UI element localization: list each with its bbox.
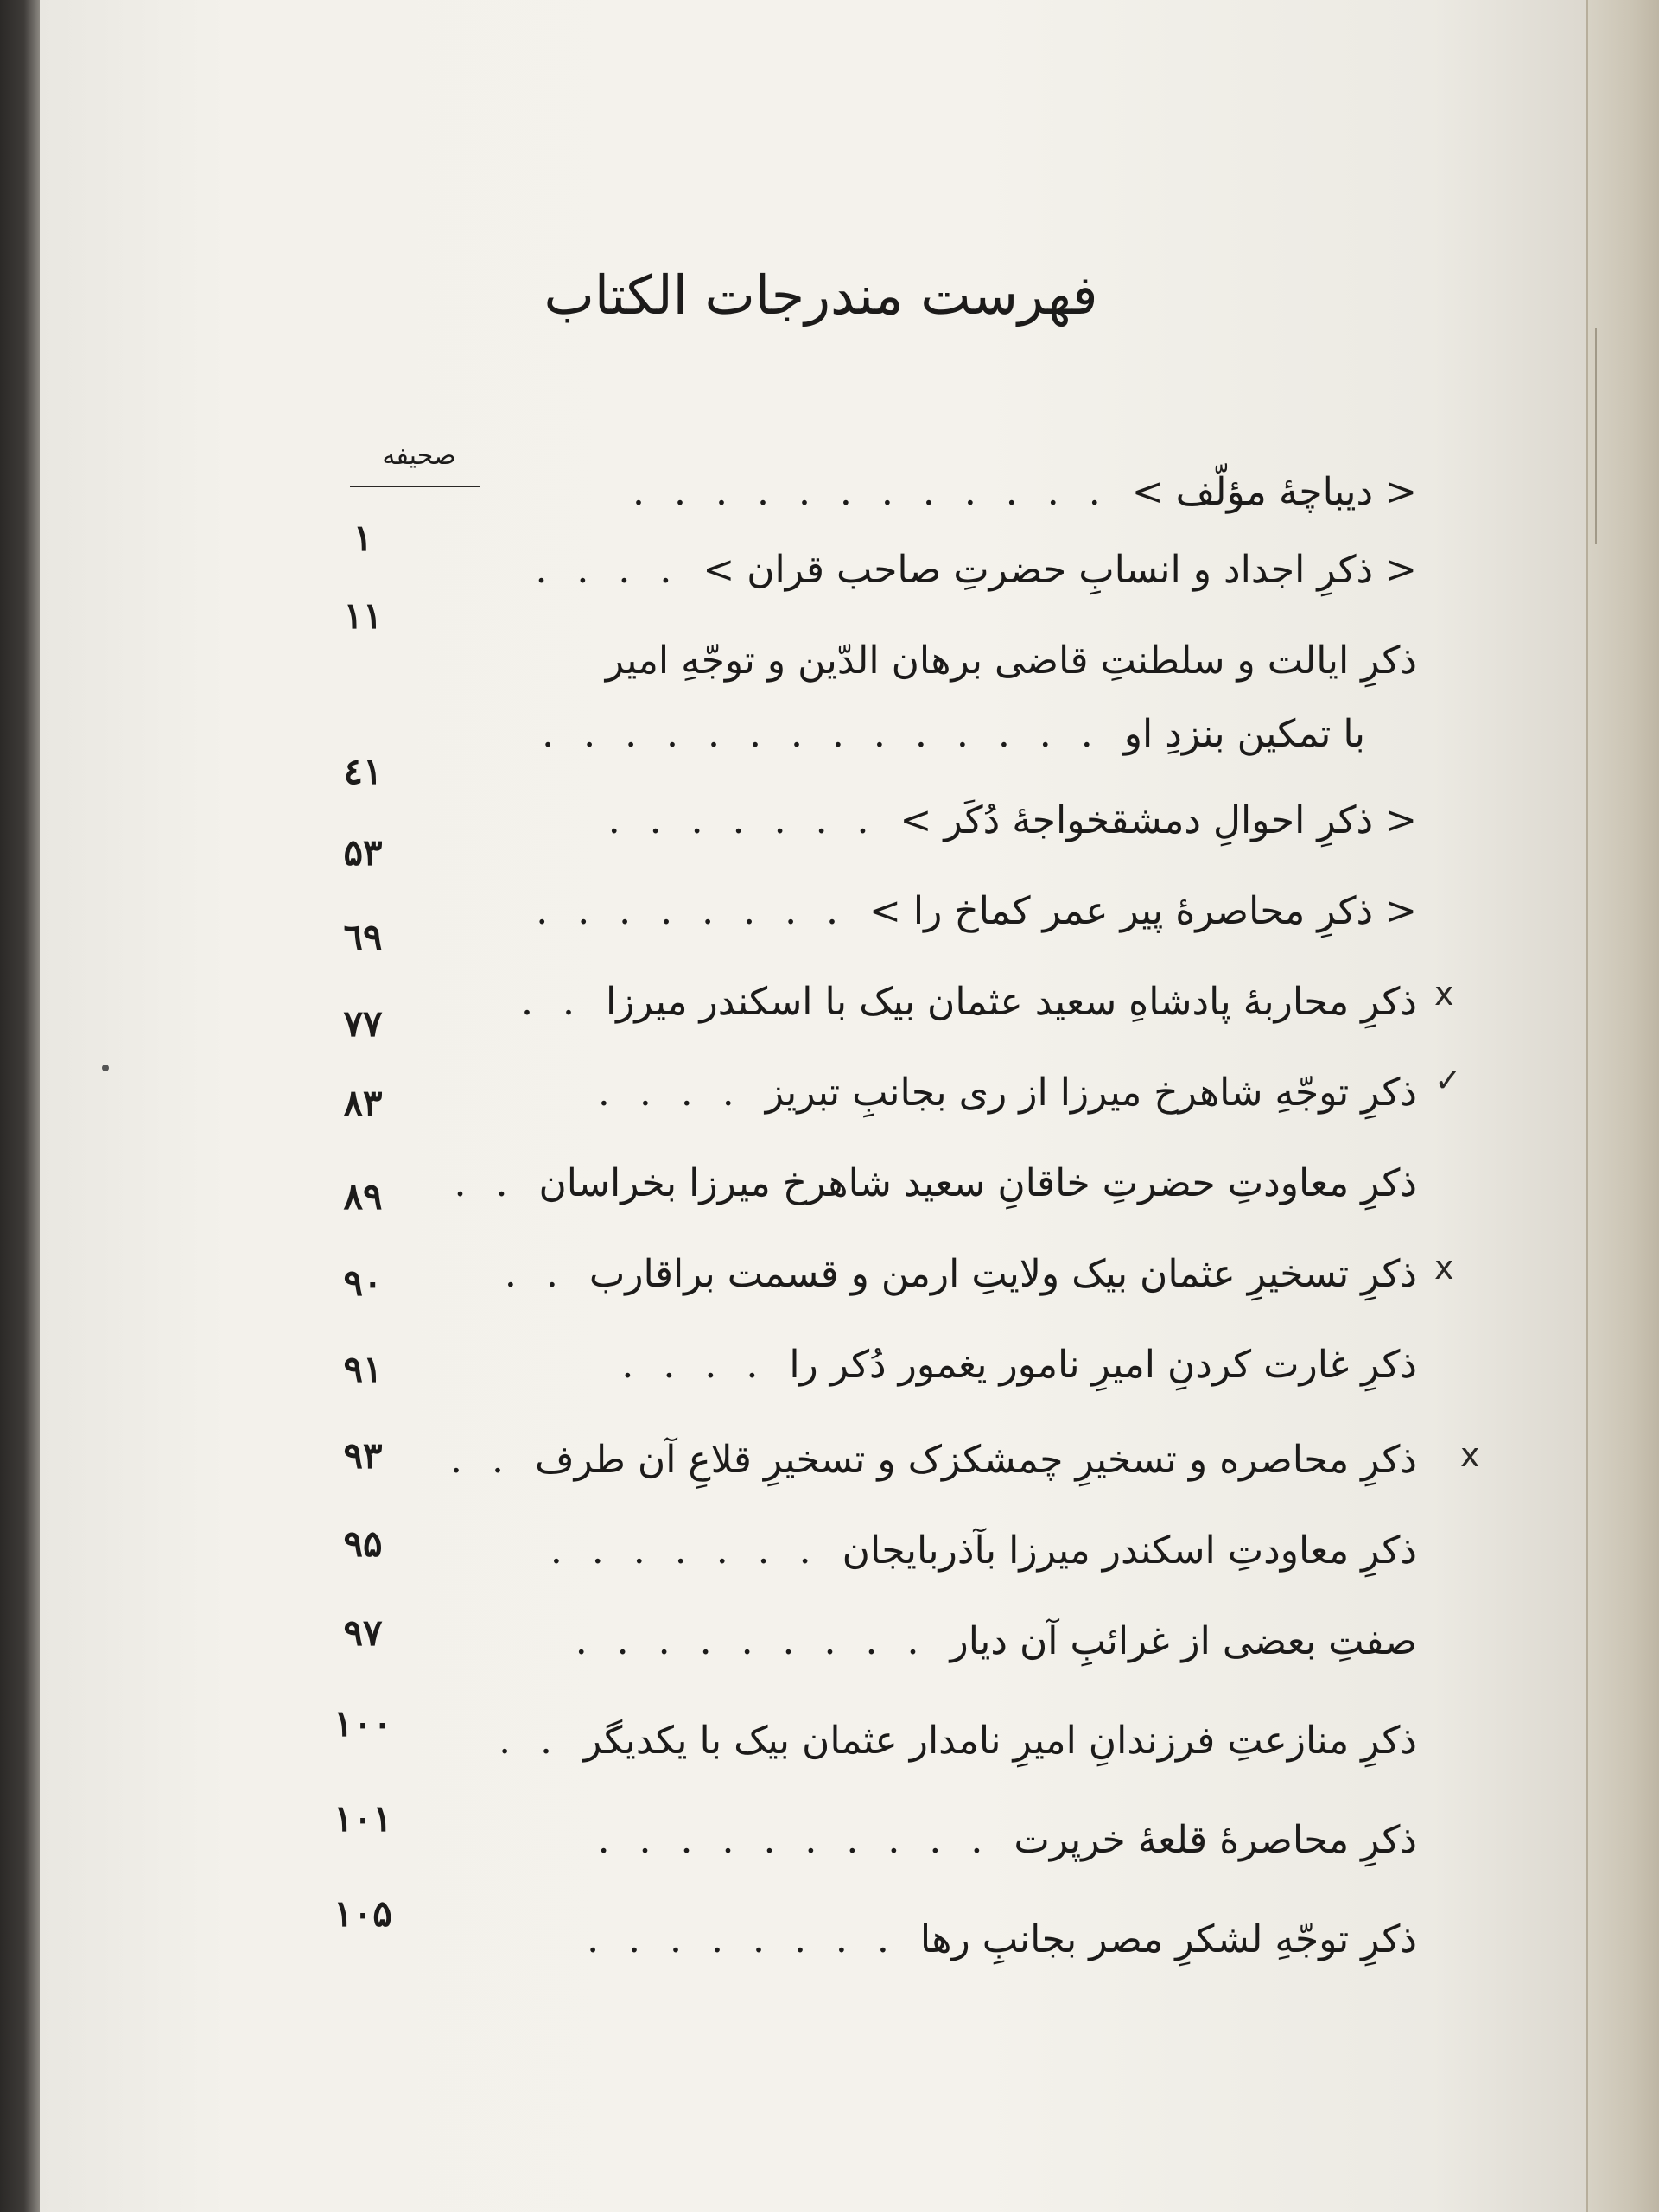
toc-page-number: ۱۰۰ xyxy=(334,1702,392,1745)
toc-entry-text: ذکرِ محاصرهٔ قلعهٔ خرپرت xyxy=(1014,1818,1417,1862)
toc-entry xyxy=(518,1616,1417,1668)
leader-dots: . . . . . . . . . . . . xyxy=(632,470,1109,514)
toc-entry-text: ذکرِ معاودتِ حضرتِ خاقانِ سعید شاهرخ میرزا بخراسان xyxy=(538,1161,1417,1205)
toc-entry-text: ذکرِ توجّهِ شاهرخ میرزا از ری بجانبِ تبریز xyxy=(765,1071,1417,1115)
toc-entry xyxy=(518,1914,1417,1966)
leader-dots: . . xyxy=(504,1252,567,1296)
leader-dots: . . . . xyxy=(621,1343,767,1387)
toc-entry-text: ذکرِ توجّهِ لشکرِ مصر بجانبِ رها xyxy=(919,1917,1417,1961)
toc-entry-text: ذکرِ محاصره و تسخیرِ چمشکزک و تسخیرِ قلاعِ آن طرف xyxy=(534,1438,1417,1482)
leader-dots: . . xyxy=(450,1438,512,1482)
margin-check-mark: x xyxy=(1434,1249,1454,1287)
toc-entry xyxy=(518,1525,1417,1577)
column-header-rule xyxy=(350,486,480,487)
toc-page-number: ۱۱ xyxy=(343,594,383,637)
toc-page-number: ۱۰۱ xyxy=(334,1797,392,1840)
leader-dots: . . . . . . . . . . xyxy=(597,1818,992,1862)
toc-entry xyxy=(518,886,1417,938)
toc-entry xyxy=(518,795,1417,847)
margin-check-mark: x xyxy=(1460,1436,1480,1474)
leader-dots: . . . . xyxy=(597,1071,743,1115)
toc-entry-text: ذکرِ غارت کردنِ امیرِ نامور یغمور دُکر را xyxy=(789,1343,1417,1387)
toc-entry xyxy=(518,1339,1417,1391)
leader-dots: . . xyxy=(499,1719,562,1763)
leader-dots: . . . . . . . xyxy=(550,1529,820,1573)
toc-entry xyxy=(518,1067,1417,1119)
leader-dots: . . . . . . . xyxy=(607,798,878,842)
toc-entry-text: < دیباچهٔ مؤلّف > xyxy=(1131,470,1417,514)
margin-check-mark: x xyxy=(1434,975,1454,1013)
toc-entry-text: ذکرِ تسخیرِ عثمان بیک ولایتِ ارمن و قسمت براقارب xyxy=(588,1252,1417,1296)
toc-entry xyxy=(499,1715,1417,1767)
toc-entry xyxy=(504,1249,1417,1300)
toc-entry xyxy=(518,976,1417,1028)
leader-dots: . . . . xyxy=(535,548,681,592)
toc-page-number: ٦۹ xyxy=(343,916,383,958)
toc-entry-text: < ذکرِ احوالِ دمشقخواجهٔ دُکَر > xyxy=(899,798,1417,842)
leader-dots: . . . . . . . . xyxy=(587,1917,898,1961)
toc-page-number: ۵۳ xyxy=(343,831,383,874)
toc-page-number: ۹۵ xyxy=(343,1522,383,1565)
leader-dots: . . xyxy=(454,1161,517,1205)
binding-thread xyxy=(1595,328,1605,544)
toc-entry-text: صفتِ بعضی از غرائبِ آن دیار xyxy=(950,1619,1417,1663)
leader-dots: . . . . . . . . . xyxy=(575,1619,928,1663)
leader-dots: . . xyxy=(520,980,583,1024)
toc-entry xyxy=(454,1158,1417,1210)
toc-page-number: ٤۱ xyxy=(343,750,383,792)
toc-entry-text: < ذکرِ اجداد و انسابِ حضرتِ صاحب قران > xyxy=(702,548,1417,592)
leader-dots: . . . . . . . . xyxy=(536,889,848,933)
toc-entry-text: ذکرِ منازعتِ فرزندانِ امیرِ نامدار عثمان بیک با یکدیگر xyxy=(583,1719,1417,1763)
toc-page-number: ۸۹ xyxy=(343,1175,383,1217)
toc-entry xyxy=(518,635,1417,687)
toc-page-number: ۱ xyxy=(353,517,373,559)
margin-check-mark: ✓ xyxy=(1434,1061,1462,1099)
toc-entry-text: ذکرِ معاودتِ اسکندر میرزا بآذربایجان xyxy=(842,1529,1417,1573)
toc-page-number: ۷۷ xyxy=(343,1002,383,1045)
column-header-page: صحیفه xyxy=(382,441,456,471)
toc-page-number: ۹۳ xyxy=(343,1434,383,1477)
page-title: فهرست مندرجات الکتاب xyxy=(543,264,1098,327)
toc-entry-continuation xyxy=(518,709,1365,760)
toc-entry-text: ذکرِ ایالت و سلطنتِ قاضی برهان الدّین و توجّهِ امیر xyxy=(605,639,1417,683)
toc-entry-text: با تمکین بنزدِ او xyxy=(1123,712,1365,756)
toc-entry xyxy=(518,467,1417,518)
toc-page-number: ۹۷ xyxy=(343,1611,383,1654)
toc-entry xyxy=(450,1434,1417,1486)
toc-page-number: ۸۳ xyxy=(343,1082,383,1124)
paper-speck xyxy=(102,1065,109,1071)
book-spine-shadow xyxy=(0,0,40,2212)
toc-entry xyxy=(518,1815,1417,1866)
toc-entry-text: < ذکرِ محاصرهٔ پیر عمر کماخ را > xyxy=(869,889,1417,933)
toc-entry-text: ذکرِ محاربهٔ پادشاهِ سعید عثمان بیک با اسکندر میرزا xyxy=(605,980,1417,1024)
toc-page-number: ۱۰۵ xyxy=(334,1892,392,1935)
toc-page-number: ۹۱ xyxy=(343,1348,383,1390)
leader-dots: . . . . . . . . . . . . . . xyxy=(542,712,1102,756)
toc-page-number: ۹۰ xyxy=(343,1262,383,1304)
toc-entry xyxy=(518,544,1417,596)
